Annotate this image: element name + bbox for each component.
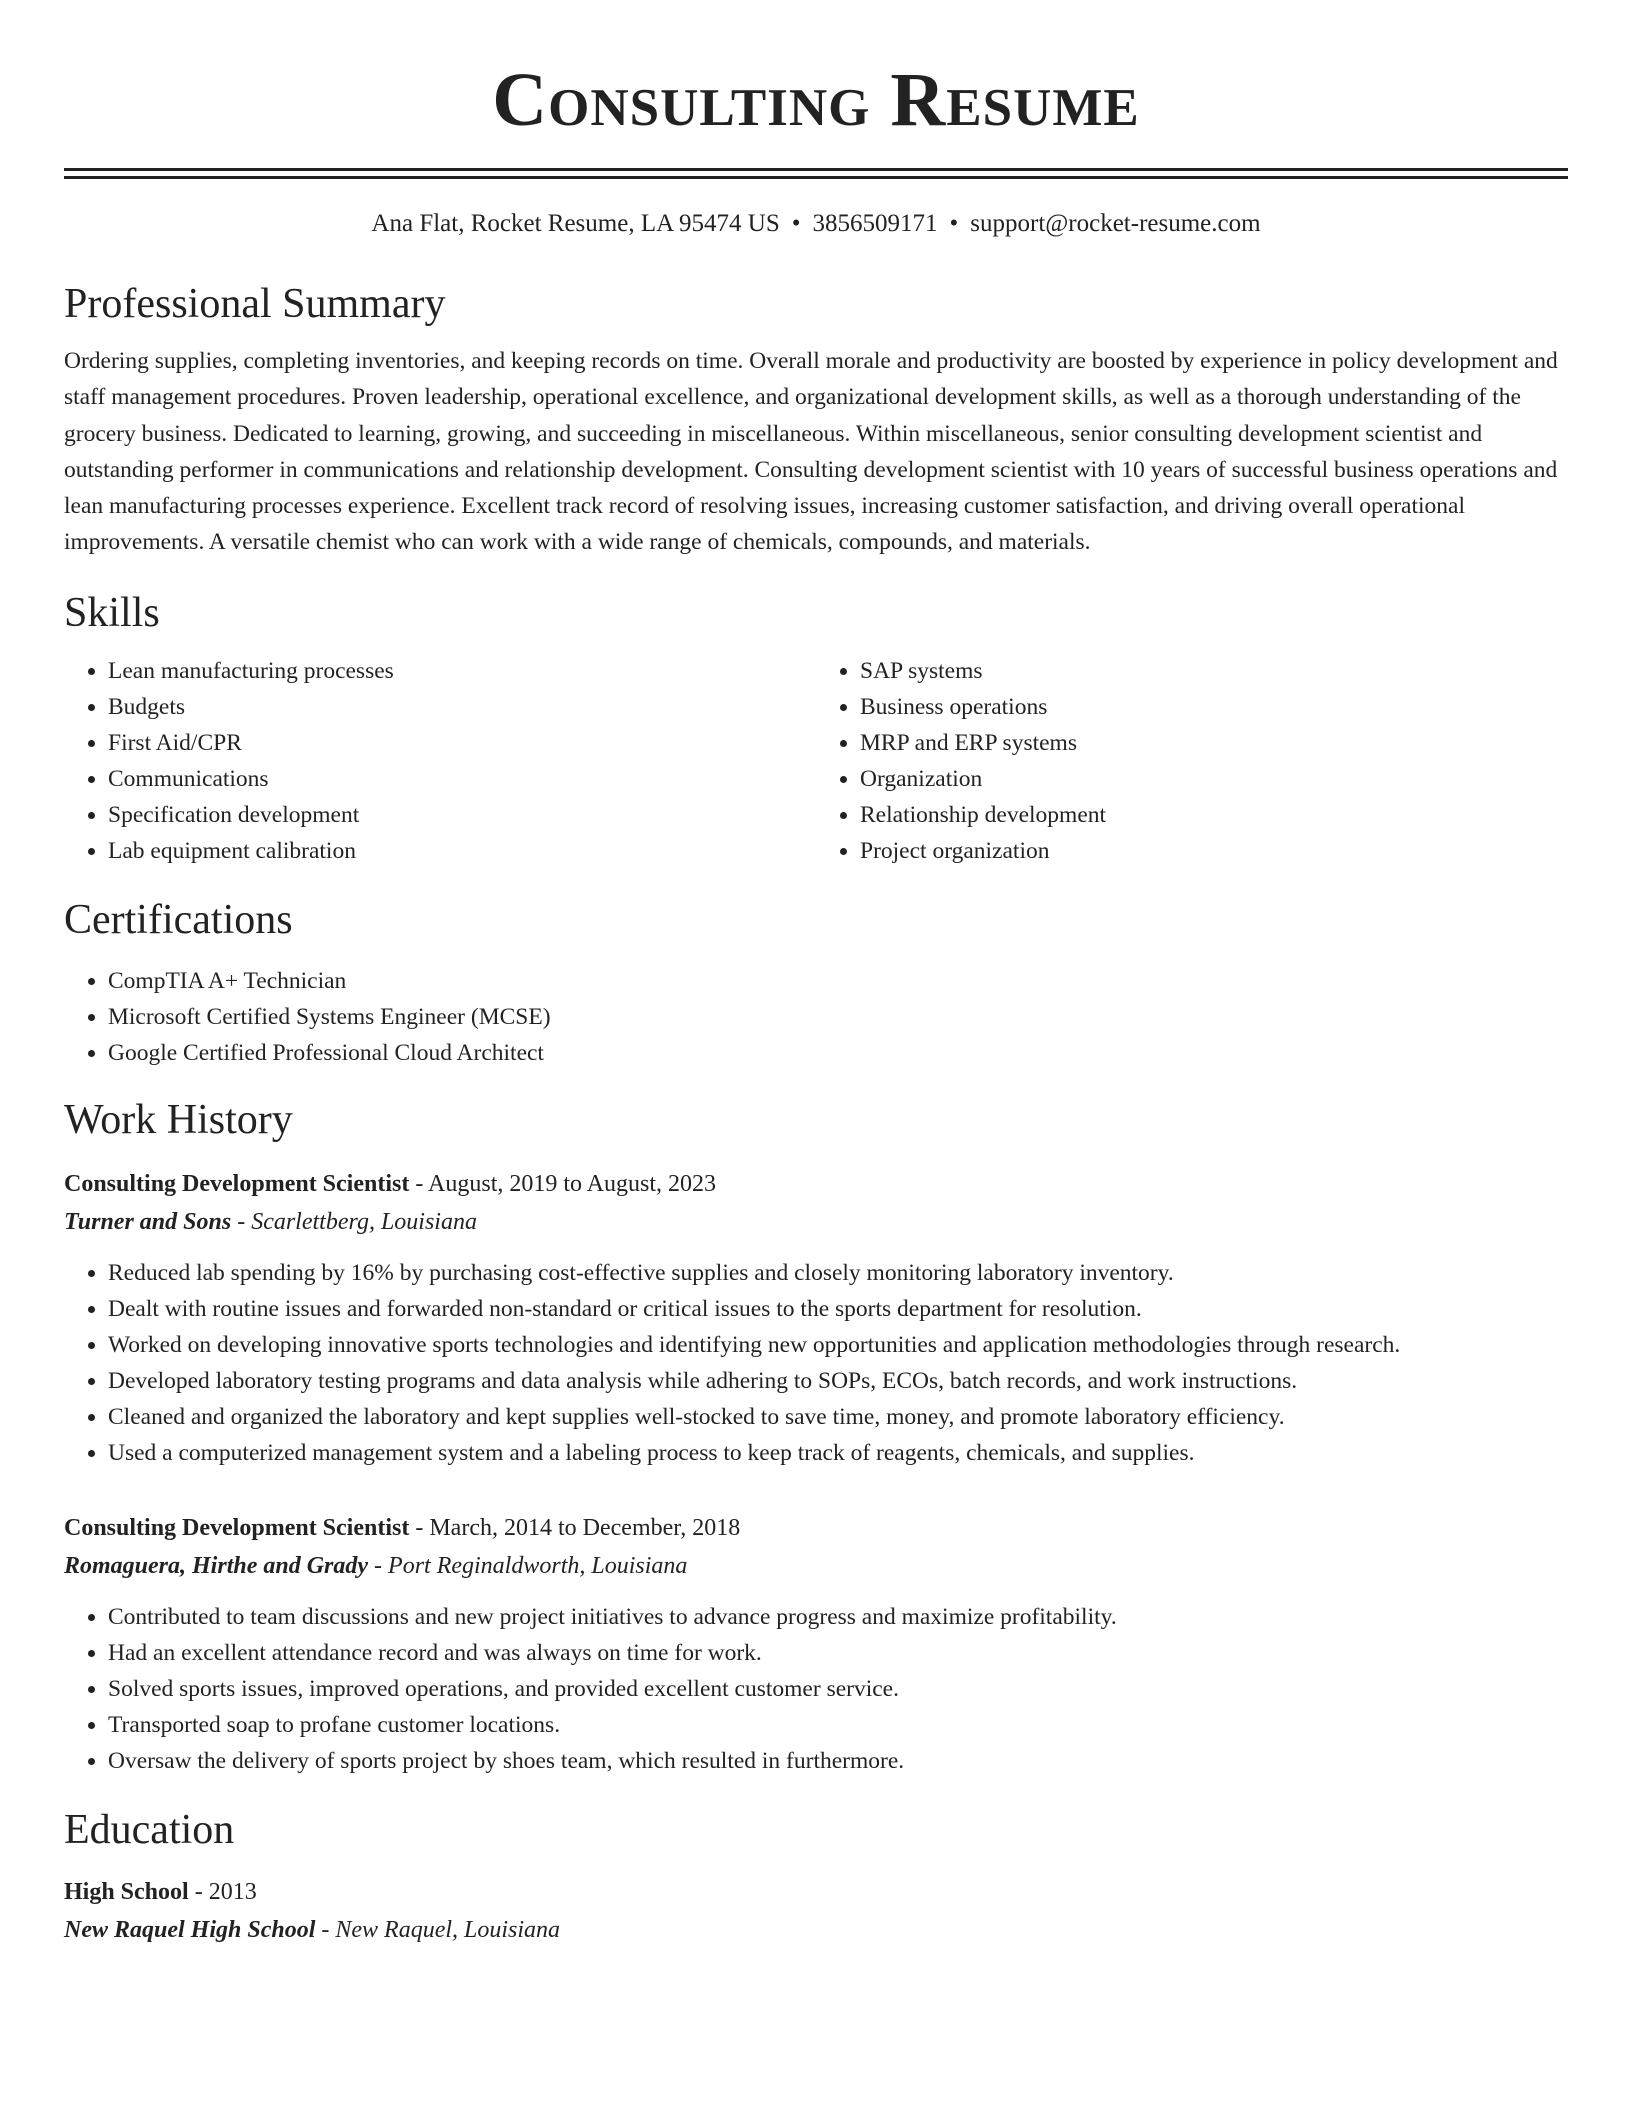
certification-item: • Google Certified Professional Cloud Architect	[108, 1035, 1568, 1071]
job-dates: August, 2019 to August, 2023	[428, 1170, 717, 1197]
job-bullets	[64, 1599, 1568, 1779]
employer-location: Scarlettberg, Louisiana	[251, 1208, 477, 1235]
job-bullet: • Used a computerized management system and a labeling process to keep track of reagents, chemicals, and supplies.	[108, 1435, 1568, 1471]
resume-title: Consulting Resume	[492, 58, 1140, 142]
skill-item: • Project organization	[860, 833, 1568, 869]
skill-item: • SAP systems	[860, 653, 1568, 689]
summary-text: Ordering supplies, completing inventories, and keeping records on time. Overall morale and productivity are boosted by experience in policy development and staff management procedures. Proven leadership, operational excellence, and organizational development skills, as well as a thorough understanding of the grocery business. Dedicated to learning, growing, and succeeding in miscellaneous. Within miscellaneous, senior consulting development scientist and outstanding performer in communications and relationship development. Consulting development scientist with 10 years of successful business operations and lean manufacturing processes experience. Excellent track record of resolving issues, increasing customer satisfaction, and driving overall operational improvements. A versatile chemist who can work with a wide range of chemicals, compounds, and materials.	[64, 348, 1558, 556]
employer-name: Romaguera, Hirthe and Grady	[64, 1552, 369, 1579]
school-name: New Raquel High School	[64, 1917, 316, 1944]
school-location: New Raquel, Louisiana	[335, 1917, 561, 1944]
contact-address: Ana Flat, Rocket Resume, LA 95474 US	[371, 210, 780, 237]
job-bullet: • Contributed to team discussions and new project initiatives to advance progress and maximize profitability.	[108, 1599, 1568, 1635]
job-bullet: • Dealt with routine issues and forwarded non-standard or critical issues to the sports department for resolution.	[108, 1291, 1568, 1327]
skill-item: • Budgets	[108, 689, 816, 725]
certification-item: • Microsoft Certified Systems Engineer (MCSE)	[108, 999, 1568, 1035]
employer-name: Turner and Sons	[64, 1208, 232, 1235]
summary-heading: Professional Summary	[64, 281, 446, 327]
job-entry	[64, 1165, 1568, 1471]
employer-line	[64, 1547, 1568, 1585]
skill-item: • First Aid/CPR	[108, 725, 816, 761]
skills-list-right	[816, 653, 1568, 869]
job-title: Consulting Development Scientist	[64, 1170, 410, 1197]
skill-item: • Lean manufacturing processes	[108, 653, 816, 689]
dash: -	[374, 1552, 383, 1579]
job-bullet: • Had an excellent attendance record and was always on time for work.	[108, 1635, 1568, 1671]
job-bullets	[64, 1255, 1568, 1471]
skill-item: • Business operations	[860, 689, 1568, 725]
job-entry	[64, 1509, 1568, 1779]
job-bullet: • Worked on developing innovative sports technologies and identifying new opportunities and application methodologies through research.	[108, 1327, 1568, 1363]
contact-separator: •	[791, 210, 801, 237]
job-dates: March, 2014 to December, 2018	[429, 1514, 741, 1541]
skill-item: • Organization	[860, 761, 1568, 797]
job-bullet: • Solved sports issues, improved operations, and provided excellent customer service.	[108, 1671, 1568, 1707]
employer-location: Port Reginaldworth, Louisiana	[388, 1552, 688, 1579]
skill-item: • Communications	[108, 761, 816, 797]
degree: High School	[64, 1879, 189, 1906]
education-entry	[64, 1873, 1568, 1949]
title-double-rule	[64, 168, 1568, 179]
work-history-heading: Work History	[64, 1096, 293, 1143]
contact-separator: •	[949, 210, 959, 237]
education-heading: Education	[64, 1806, 235, 1853]
skills-list-left	[64, 653, 816, 869]
job-title-line	[64, 1165, 1568, 1203]
skills-heading: Skills	[64, 590, 160, 637]
dash: -	[237, 1208, 246, 1235]
contact-line	[64, 209, 1568, 239]
skills-columns	[64, 653, 1568, 869]
contact-phone: 3856509171	[812, 210, 938, 237]
job-title-line	[64, 1509, 1568, 1547]
dash: -	[194, 1879, 203, 1906]
skill-item: • Relationship development	[860, 797, 1568, 833]
certifications-heading: Certifications	[64, 896, 293, 943]
certification-item: • CompTIA A+ Technician	[108, 963, 1568, 999]
dash: -	[415, 1514, 424, 1541]
contact-email: support@rocket-resume.com	[970, 210, 1261, 237]
skill-item: • Lab equipment calibration	[108, 833, 816, 869]
graduation-year: 2013	[208, 1879, 257, 1906]
job-bullet: • Developed laboratory testing programs and data analysis while adhering to SOPs, ECOs, batch records, and work instructions.	[108, 1363, 1568, 1399]
skill-item: • Specification development	[108, 797, 816, 833]
school-line	[64, 1911, 1568, 1949]
degree-line	[64, 1873, 1568, 1911]
skill-item: • MRP and ERP systems	[860, 725, 1568, 761]
job-bullet: • Reduced lab spending by 16% by purchasing cost-effective supplies and closely monitoring laboratory inventory.	[108, 1255, 1568, 1291]
job-bullet: • Transported soap to profane customer locations.	[108, 1707, 1568, 1743]
certifications-list	[64, 963, 1568, 1071]
dash: -	[415, 1170, 424, 1197]
job-bullet: • Oversaw the delivery of sports project by shoes team, which resulted in furthermore.	[108, 1743, 1568, 1779]
employer-line	[64, 1203, 1568, 1241]
job-bullet: • Cleaned and organized the laboratory and kept supplies well-stocked to save time, money, and promote laboratory efficiency.	[108, 1399, 1568, 1435]
dash: -	[321, 1917, 330, 1944]
job-title: Consulting Development Scientist	[64, 1514, 410, 1541]
